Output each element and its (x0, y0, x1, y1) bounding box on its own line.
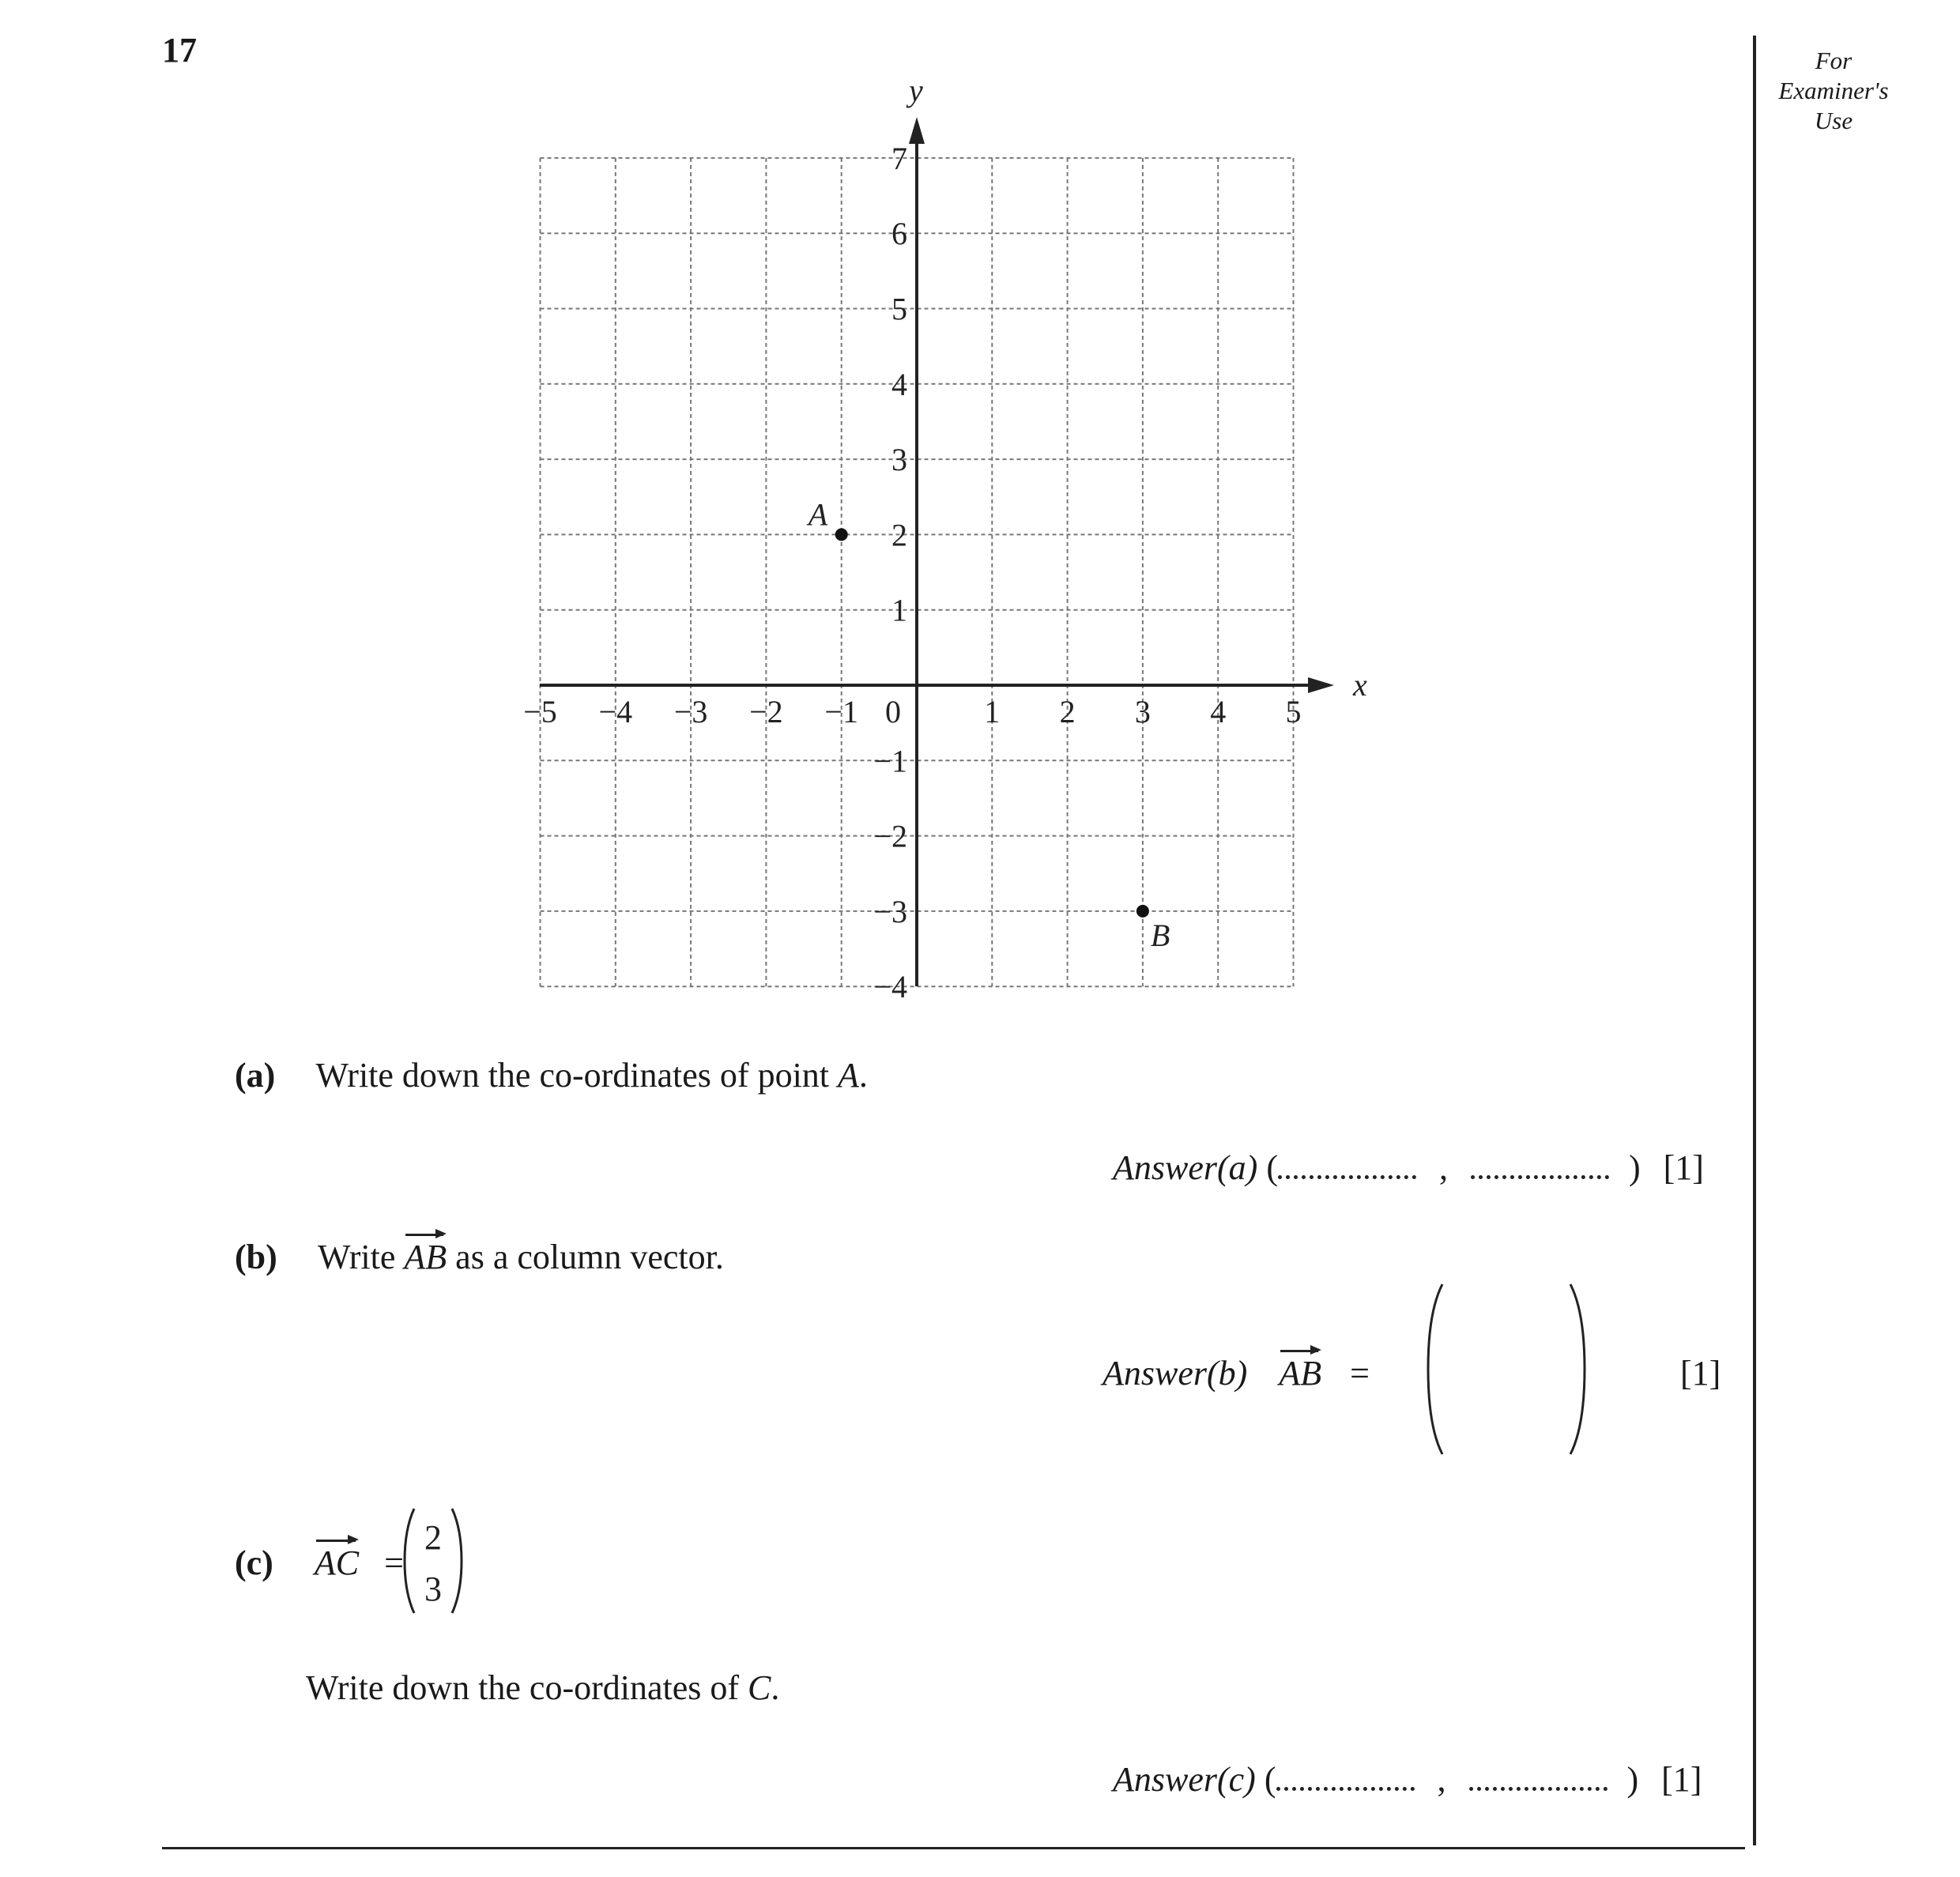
y-tick-label: −2 (873, 818, 907, 854)
part-c-answer-line (1113, 1759, 1702, 1800)
y-tick-label: 3 (891, 442, 907, 478)
part-b-answer-line (1102, 1353, 1370, 1393)
examiner-use-line: Examiner's (1778, 76, 1889, 104)
examiner-use-line: Use (1814, 106, 1853, 134)
y-axis-arrow-icon (909, 117, 925, 144)
y-axis-label: y (909, 73, 923, 108)
part-c-close-paren: ) (1626, 1760, 1639, 1799)
part-c-open-paren: ( (1264, 1760, 1276, 1799)
right-bracket (452, 1509, 462, 1613)
part-c-point: C (748, 1668, 771, 1707)
part-c-answer-x-field[interactable] (1276, 1760, 1415, 1791)
part-b-vector: AB (404, 1238, 447, 1276)
point-a-marker (835, 528, 848, 541)
bottom-rule (162, 1847, 1745, 1849)
part-a-answer-x-field[interactable] (1278, 1148, 1416, 1179)
part-a-point: A (838, 1056, 859, 1095)
y-tick-label: 4 (891, 366, 907, 402)
x-tick-label: −4 (598, 694, 633, 729)
x-tick-label: −3 (673, 694, 708, 729)
part-c-answer-label: Answer(c) (1113, 1760, 1256, 1799)
part-b-text: Write (318, 1238, 396, 1276)
part-c-period: . (771, 1668, 780, 1707)
right-bracket (1570, 1284, 1585, 1454)
part-c-equals: = (384, 1543, 404, 1582)
x-axis-label: x (1353, 667, 1367, 703)
x-axis-arrow-icon (1308, 677, 1334, 693)
y-tick-label: 6 (891, 216, 907, 252)
part-b-answer-label: Answer(b) (1102, 1354, 1248, 1393)
part-c-label: (c) (235, 1543, 273, 1582)
part-b-marks: [1] (1680, 1354, 1721, 1393)
part-a-text: Write down the co-ordinates of point (315, 1056, 839, 1095)
part-a-period: . (858, 1056, 868, 1095)
part-c-vector-bottom: 3 (424, 1570, 442, 1608)
x-tick-label: 5 (1285, 694, 1302, 729)
part-a-answer-label: Answer(a) (1113, 1148, 1258, 1187)
part-c-instruction-text: Write down the co-ordinates of (306, 1668, 748, 1707)
x-tick-label: 3 (1134, 694, 1151, 729)
y-tick-label: 2 (891, 517, 907, 553)
left-bracket (1428, 1284, 1442, 1454)
y-tick-label: −4 (873, 969, 907, 1005)
part-a-marks: [1] (1663, 1148, 1704, 1187)
x-tick-label: −1 (824, 694, 858, 729)
x-tick-label: −5 (523, 694, 557, 729)
part-c-instruction (306, 1668, 779, 1708)
examiner-use-line: For (1815, 47, 1853, 74)
x-tick-label: 2 (1059, 694, 1076, 729)
part-c-comma: , (1437, 1760, 1446, 1799)
left-bracket (405, 1509, 414, 1613)
part-b-answer-vector: AB (1279, 1354, 1322, 1393)
part-c-vector-top: 2 (424, 1518, 442, 1557)
x-tick-label: 1 (984, 694, 1001, 729)
part-a-answer-y-field[interactable] (1471, 1148, 1609, 1179)
point-b-label: B (1150, 917, 1170, 953)
part-c-column-vector (403, 1506, 466, 1616)
x-tick-label: 4 (1210, 694, 1227, 729)
part-c-question (235, 1543, 404, 1583)
part-c-answer-y-field[interactable] (1469, 1760, 1608, 1791)
part-a-question (235, 1055, 868, 1095)
part-b-vector-answer-brackets[interactable] (1427, 1280, 1592, 1458)
part-c-vector: AC (314, 1543, 360, 1582)
part-a-open-paren: ( (1266, 1148, 1278, 1187)
part-a-label: (a) (235, 1056, 276, 1095)
tick-labels (523, 141, 1301, 1004)
axes (540, 73, 1367, 986)
part-b-question (235, 1237, 724, 1277)
point-a-label: A (808, 496, 828, 533)
x-tick-label: −2 (749, 694, 783, 729)
y-tick-label: −3 (873, 893, 907, 929)
y-tick-label: −1 (873, 743, 907, 779)
point-b-marker (1136, 905, 1149, 918)
x-tick-label: 0 (885, 694, 901, 729)
part-a-answer-line (1113, 1148, 1704, 1188)
y-tick-label: 1 (891, 592, 907, 628)
part-a-comma: , (1438, 1148, 1448, 1187)
part-b-label: (b) (235, 1238, 277, 1276)
part-c-marks: [1] (1661, 1760, 1702, 1799)
part-b-equals: = (1350, 1354, 1370, 1393)
question-number: 17 (162, 31, 197, 70)
y-tick-label: 7 (891, 140, 907, 176)
part-b-text-after: as a column vector. (455, 1238, 724, 1276)
part-a-close-paren: ) (1628, 1148, 1641, 1187)
y-tick-label: 5 (891, 291, 907, 327)
